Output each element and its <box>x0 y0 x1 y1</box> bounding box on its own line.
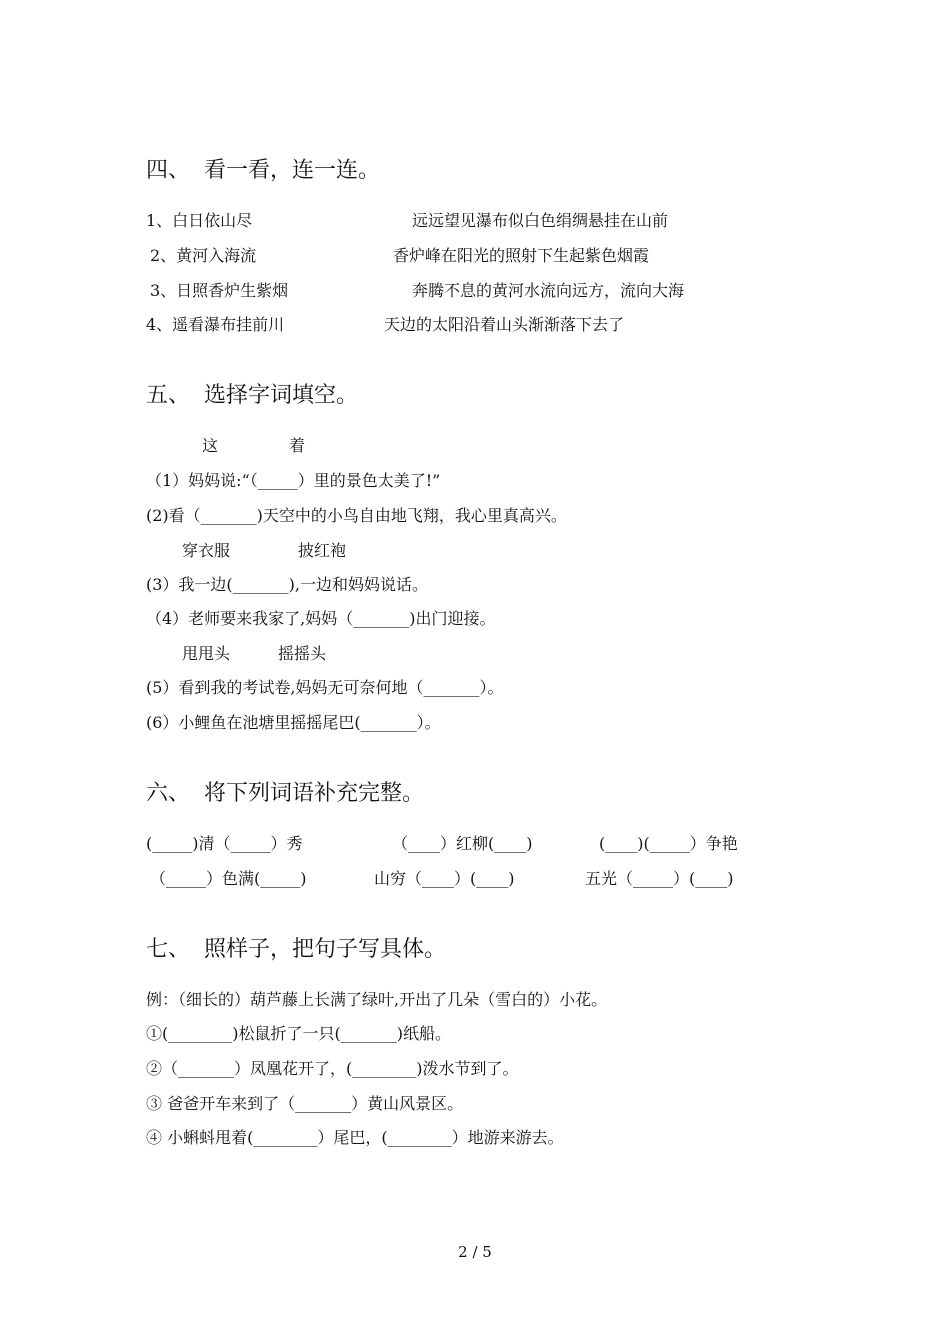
fill-question-4: （4）老师要来我家了,妈妈（_______)出门迎接。 <box>146 609 496 628</box>
expand-question-4: ④ 小蝌蚪甩着(________）尾巴，(________）地游来游去。 <box>146 1128 564 1147</box>
idiom-3: (____)(_____）争艳 <box>599 834 738 853</box>
word-choice-2b: 披红袍 <box>298 541 347 560</box>
word-choice-3b: 摇摇头 <box>278 644 327 663</box>
poem-line-3: 3、日照香炉生紫烟 <box>150 281 289 300</box>
fill-question-6: (6）小鲤鱼在池塘里摇摇尾巴(_______）。 <box>146 713 441 732</box>
fill-question-3: (3）我一边(_______),一边和妈妈说话。 <box>146 575 428 594</box>
expand-question-3: ③ 爸爸开车来到了（_______）黄山风景区。 <box>146 1094 464 1113</box>
poem-line-1: 1、白日依山尽 <box>146 211 253 230</box>
meaning-line-2: 香炉峰在阳光的照射下生起紫色烟霞 <box>393 246 650 265</box>
idiom-2: （____）红柳(____) <box>392 834 533 853</box>
section4-heading: 四、 看一看，连一连。 <box>146 158 380 183</box>
meaning-line-1: 远远望见瀑布似白色绢绸悬挂在山前 <box>412 211 669 230</box>
expand-question-2: ②（_______）凤凰花开了，(________)泼水节到了。 <box>146 1059 519 1078</box>
section7-heading: 七、 照样子，把句子写具体。 <box>146 937 446 962</box>
meaning-line-4: 天边的太阳沿着山头渐渐落下去了 <box>384 315 625 334</box>
meaning-line-3: 奔腾不息的黄河水流向远方，流向大海 <box>412 281 685 300</box>
fill-question-5: (5）看到我的考试卷,妈妈无可奈何地（_______）。 <box>146 678 504 697</box>
section5-heading: 五、 选择字词填空。 <box>146 383 358 408</box>
poem-line-2: 2、黄河入海流 <box>150 246 257 265</box>
idiom-6: 五光（_____）(____) <box>585 869 734 888</box>
idiom-5: 山穷（____）(____) <box>374 869 515 888</box>
idiom-4: （_____）色满(_____) <box>150 869 307 888</box>
word-choice-2a: 穿衣服 <box>182 541 231 560</box>
fill-question-1: （1）妈妈说:“（_____）里的景色太美了!” <box>146 471 441 490</box>
word-choice-1a: 这 <box>202 436 219 455</box>
word-choice-1b: 着 <box>289 436 306 455</box>
example-sentence: 例：（细长的）葫芦藤上长满了绿叶,开出了几朵（雪白的）小花。 <box>146 990 608 1009</box>
expand-question-1: ①(________)松鼠折了一只(_______)纸船。 <box>146 1024 451 1043</box>
idiom-1: (_____)清（_____）秀 <box>146 834 303 853</box>
section6-heading: 六、 将下列词语补充完整。 <box>146 781 424 806</box>
poem-line-4: 4、遥看瀑布挂前川 <box>146 315 285 334</box>
fill-question-2: (2)看（_______)天空中的小鸟自由地飞翔，我心里真高兴。 <box>146 506 567 525</box>
page-number: 2 / 5 <box>458 1243 492 1261</box>
word-choice-3a: 甩甩头 <box>182 644 231 663</box>
